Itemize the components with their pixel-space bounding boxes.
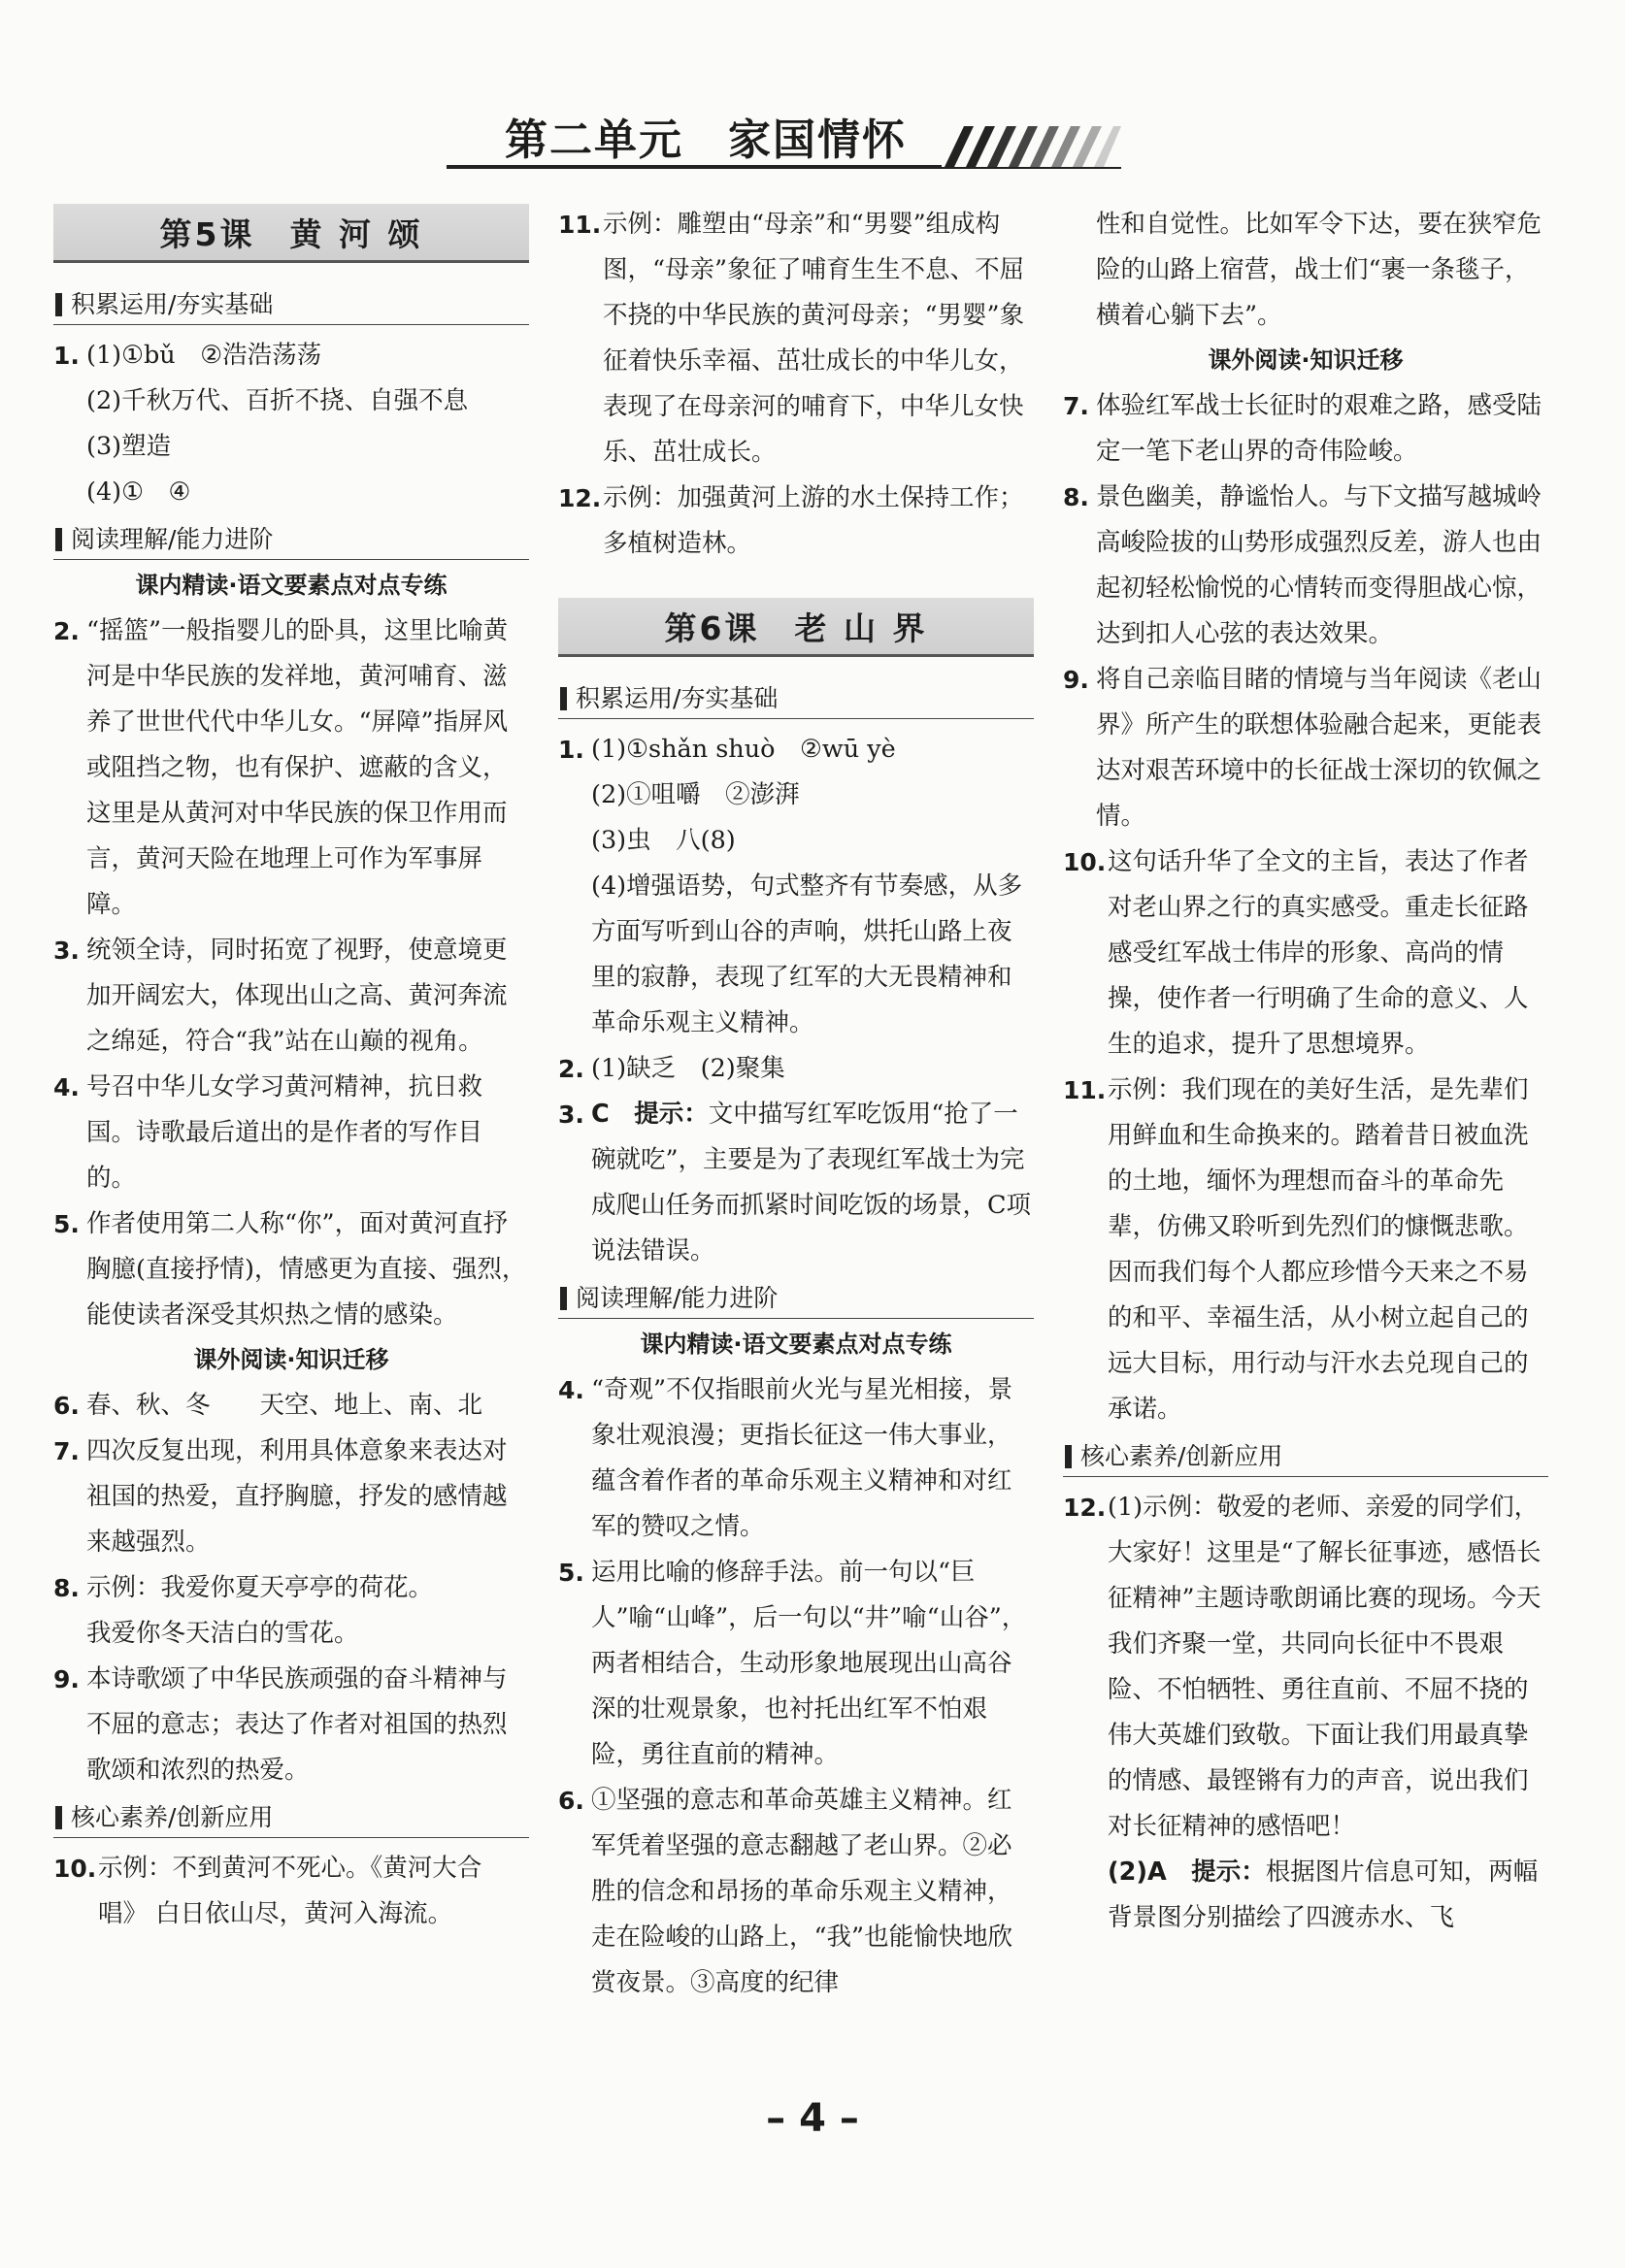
- answer-item: [558, 1367, 1034, 1550]
- answer-item: [53, 333, 529, 515]
- answer-item: [53, 1846, 529, 1937]
- answer-choice: C 提示：: [591, 1100, 709, 1129]
- subsection-heading: 课内精读·语文要素点对点专练: [135, 572, 448, 599]
- answer-line: (1)①bǔ ②浩浩荡荡: [86, 341, 322, 370]
- page-number: – 4 –: [766, 2096, 859, 2141]
- answer-text: 四次反复出现，利用具体意象来表达对祖国的热爱，直抒胸臆，抒发的感情越来越强烈。: [86, 1436, 508, 1557]
- answer-text: 春、秋、冬 天空、地上、南、北: [86, 1391, 483, 1420]
- item-number: 5.: [53, 1210, 80, 1238]
- item-number: 10.: [1063, 848, 1107, 876]
- item-number: 3.: [558, 1101, 584, 1129]
- answer-item: [558, 727, 1034, 1046]
- answer-text: 运用比喻的修辞手法。前一句以“巨人”喻“山峰”，后一句以“井”喻“山谷”，两者相结合，生动形象地展现出山高谷深的壮观景象，也衬托出红军不怕艰险，勇往直前的精神。: [591, 1558, 1027, 1769]
- item-number: 12.: [1063, 1494, 1107, 1522]
- item-number: 11.: [1063, 1076, 1107, 1104]
- answer-text: 将自己亲临目睹的情境与当年阅读《老山界》所产生的联想体验融合起来，更能表达对艰苦环境中的长征战士深切的钦佩之情。: [1096, 665, 1542, 831]
- subsection-heading: 课外阅读·知识迁移: [193, 1346, 389, 1373]
- item-number: 4.: [558, 1376, 584, 1404]
- answer-text: 统领全诗，同时拓宽了视野，使意境更加开阔宏大，体现出山之高、黄河奔流之绵延，符合“我”站在山巅的视角。: [86, 936, 508, 1056]
- item-number: 12.: [558, 484, 602, 512]
- answer-text: 体验红军战士长征时的艰难之路，感受陆定一笔下老山界的奇伟险峻。: [1096, 391, 1542, 466]
- unit-title-rule: [447, 165, 942, 169]
- answer-text: 景色幽美，静谧怡人。与下文描写越城岭高峻险拔的山势形成强烈反差，游人也由起初轻松愉悦的心情转而变得胆战心惊，达到扣人心弦的表达效果。: [1096, 482, 1542, 648]
- answer-text: (1)缺乏 (2)聚集: [591, 1054, 785, 1083]
- subsection-heading: 课外阅读·知识迁移: [1208, 346, 1404, 374]
- item-number: 1.: [558, 736, 584, 764]
- answer-choice: (2)A 提示：: [1108, 1857, 1266, 1887]
- answer-item: [558, 476, 1034, 567]
- item-number: 7.: [1063, 392, 1089, 420]
- answer-text: 示例：雕塑由“母亲”和“男婴”组成构图，“母亲”象征了哺育生生不息、不屈不挠的中华民族的黄河母亲；“男婴”象征着快乐幸福、茁壮成长的中华儿女，表现了在母亲河的哺育下，中华儿女快乐、茁壮成长。: [603, 210, 1025, 467]
- answer-line: (1)①shǎn shuò ②wū yè: [591, 735, 896, 764]
- answer-text: 作者使用第二人称“你”，面对黄河直抒胸臆(直接抒情)，情感更为直接、强烈，能使读者深受其炽热之情的感染。: [86, 1209, 527, 1330]
- answer-item: [53, 1565, 529, 1657]
- answer-item: [558, 1778, 1034, 2006]
- answer-item: [558, 1046, 1034, 1092]
- answer-text: “摇篮”一般指婴儿的卧具，这里比喻黄河是中华民族的发祥地，黄河哺育、滋养了世世代代中华儿女。“屏障”指屏风或阻挡之物，也有保护、遮蔽的含义，这里是从黄河对中华民族的保卫作用而言，黄河天险在地理上可作为军事屏障。: [86, 616, 509, 919]
- continued-text: 性和自觉性。比如军令下达，要在狭窄危险的山路上宿营，战士们“裹一条毯子，横着心躺下去”。: [1096, 210, 1542, 330]
- answer-text: 文中描写红军吃饭用“抢了一碗就吃”，主要是为了表现红军战士为完成爬山任务而抓紧时间吃饭的场景，C项说法错误。: [591, 1100, 1032, 1265]
- answer-text: 示例：我们现在的美好生活，是先辈们用鲜血和生命换来的。踏着昔日被血洗的土地，缅怀为理想而奋斗的革命先辈，仿佛又聆听到先烈们的慷慨悲歌。因而我们每个人都应珍惜今天来之不易的和平、幸福生活，从小树立起自己的远大目标，用行动与汗水去兑现自己的承诺。: [1108, 1075, 1529, 1424]
- lesson-6-title: 第6课 老 山 界: [558, 598, 1034, 657]
- item-number: 7.: [53, 1437, 80, 1465]
- item-number: 6.: [558, 1787, 584, 1815]
- section-heading: 阅读理解/能力进阶: [53, 523, 529, 556]
- column-3: [1063, 202, 1548, 1941]
- column-1: [53, 202, 529, 1937]
- answer-line: (3)虫 八(8): [591, 826, 736, 855]
- answer-text: 示例：不到黄河不死心。《黄河大合唱》 白日依山尽，黄河入海流。: [98, 1854, 482, 1928]
- subsection-heading: 课内精读·语文要素点对点专练: [640, 1331, 952, 1358]
- answer-line: [1108, 1850, 1548, 1941]
- answer-item: [53, 1429, 529, 1565]
- item-number: 6.: [53, 1392, 80, 1420]
- item-number: 5.: [558, 1559, 584, 1587]
- item-number: 9.: [1063, 666, 1089, 694]
- answer-line: (2)①咀嚼 ②澎湃: [591, 780, 800, 809]
- section-heading: 积累运用/夯实基础: [53, 288, 529, 321]
- lesson-5-title: 第5课 黄 河 颂: [53, 204, 529, 263]
- column-2: [558, 202, 1034, 2006]
- answer-item: [53, 1065, 529, 1201]
- answer-item: [53, 608, 529, 928]
- answer-item: [53, 1383, 529, 1429]
- answer-item: [53, 1201, 529, 1338]
- answer-item: [53, 1657, 529, 1793]
- answer-item: [53, 928, 529, 1065]
- item-number: 2.: [558, 1055, 584, 1083]
- answer-line: (4)① ④: [86, 477, 191, 507]
- answer-text: 本诗歌颂了中华民族顽强的奋斗精神与不屈的意志；表达了作者对祖国的热烈歌颂和浓烈的热爱。: [86, 1664, 508, 1785]
- answer-text: 根据图片信息可知，两幅背景图分别描绘了四渡赤水、飞: [1108, 1857, 1539, 1932]
- decorative-stripes-icon: [937, 122, 1121, 169]
- answer-item: [1063, 1068, 1548, 1432]
- section-heading: 积累运用/夯实基础: [558, 682, 1034, 715]
- answer-item: [558, 1092, 1034, 1274]
- answer-item: [558, 202, 1034, 476]
- answer-item: [1063, 383, 1548, 475]
- answer-item: [1063, 475, 1548, 657]
- section-heading: 阅读理解/能力进阶: [558, 1282, 1034, 1315]
- answer-text: ①坚强的意志和革命英雄主义精神。红军凭着坚强的意志翻越了老山界。②必胜的信念和昂扬的革命乐观主义精神，走在险峻的山路上，“我”也能愉快地欣赏夜景。③高度的纪律: [591, 1786, 1013, 1997]
- answer-text: “奇观”不仅指眼前火光与星光相接，景象壮观浪漫；更指长征这一伟大事业，蕴含着作者的革命乐观主义精神和对红军的赞叹之情。: [591, 1375, 1013, 1541]
- answer-line: 示例：我爱你夏天亭亭的荷花。: [86, 1573, 434, 1602]
- answer-text: 示例：加强黄河上游的水土保持工作；多植树造林。: [603, 483, 1024, 558]
- answer-text: 号召中华儿女学习黄河精神，抗日救国。诗歌最后道出的是作者的写作目的。: [86, 1072, 483, 1193]
- item-number: 2.: [53, 617, 80, 645]
- unit-header: [447, 105, 1126, 173]
- answer-item: [1063, 1485, 1548, 1941]
- answer-line: 我爱你冬天洁白的雪花。: [86, 1619, 359, 1648]
- item-number: 3.: [53, 937, 80, 965]
- answer-text: 这句话升华了全文的主旨，表达了作者对老山界之行的真实感受。重走长征路感受红军战士伟岸的形象、高尚的情操，使作者一行明确了生命的意义、人生的追求，提升了思想境界。: [1108, 847, 1529, 1059]
- section-heading: 核心素养/创新应用: [1063, 1440, 1548, 1473]
- answer-line: (3)塑造: [86, 432, 172, 461]
- answer-line: (4)增强语势，句式整齐有节奏感，从多方面写听到山谷的声响，烘托山路上夜里的寂静，表现了红军的大无畏精神和革命乐观主义精神。: [591, 871, 1023, 1037]
- item-number: 8.: [1063, 483, 1089, 511]
- answer-item: [1063, 839, 1548, 1068]
- answer-item: [558, 1550, 1034, 1778]
- item-number: 4.: [53, 1073, 80, 1101]
- item-number: 11.: [558, 211, 602, 239]
- answer-line: (2)千秋万代、百折不挠、自强不息: [86, 386, 469, 415]
- item-number: 10.: [53, 1855, 97, 1883]
- item-number: 8.: [53, 1574, 80, 1602]
- item-number: 9.: [53, 1665, 80, 1693]
- item-number: 1.: [53, 342, 80, 370]
- answer-item: [1063, 657, 1548, 839]
- section-heading: 核心素养/创新应用: [53, 1801, 529, 1834]
- unit-title: 第二单元 家国情怀: [505, 115, 907, 165]
- answer-text: (1)示例：敬爱的老师、亲爱的同学们，大家好！这里是“了解长征事迹，感悟长征精神”主题诗歌朗诵比赛的现场。今天我们齐聚一堂，共同向长征中不畏艰险、不怕牺牲、勇往直前、不屈不挠的伟大英雄们致敬。下面让我们用最真挚的情感、最铿锵有力的声音，说出我们对长征精神的感悟吧！: [1108, 1493, 1542, 1841]
